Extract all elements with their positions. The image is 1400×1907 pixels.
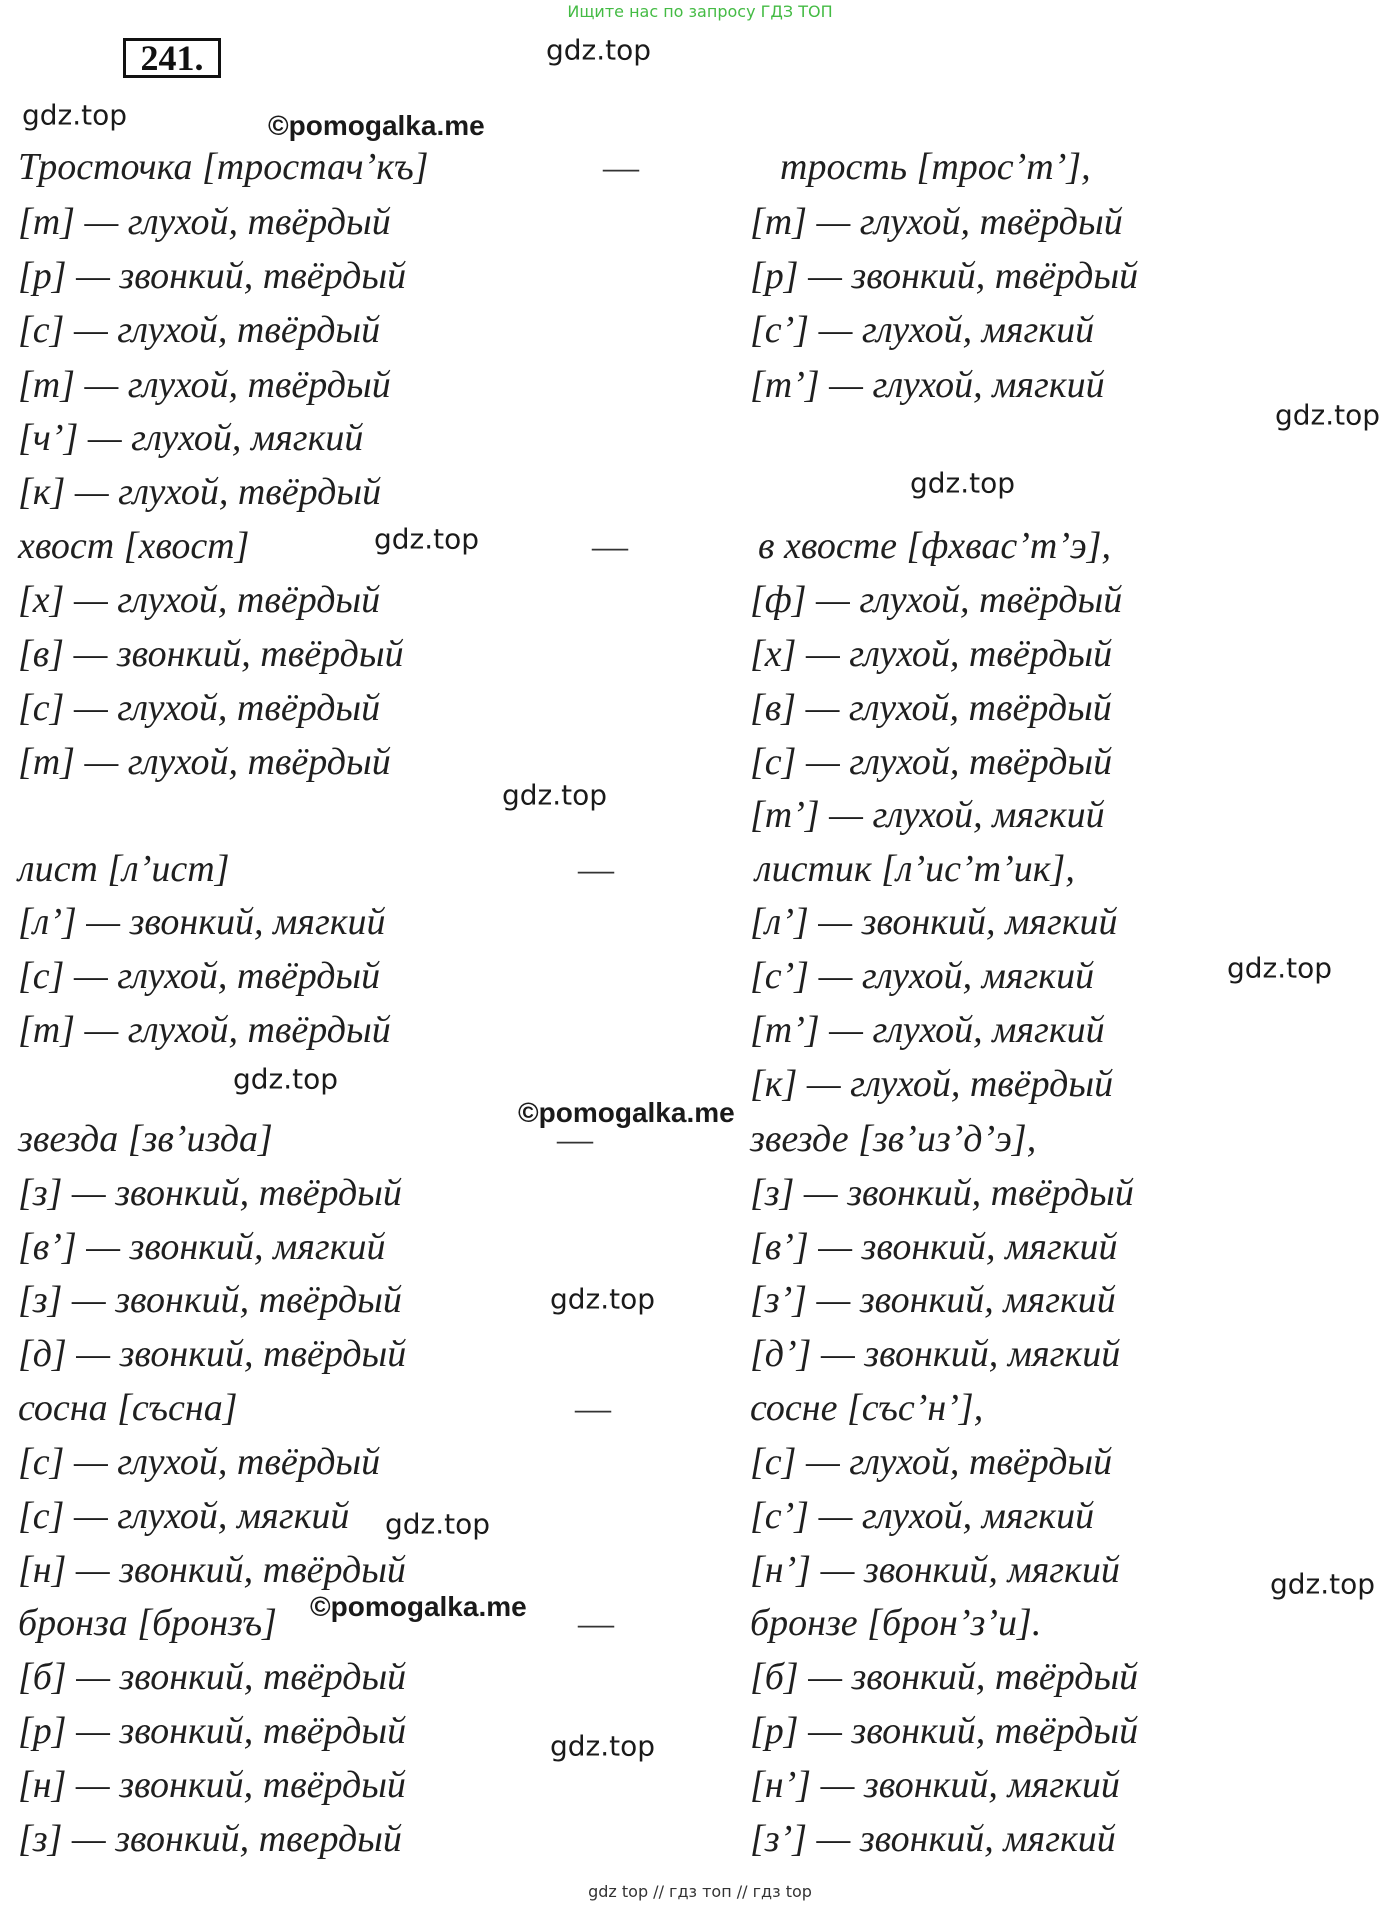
right-line: [н’] — звонкий, мягкий — [750, 1764, 1120, 1806]
right-line: [т’] — глухой, мягкий — [750, 364, 1105, 406]
left-line: [к] — глухой, твёрдый — [18, 471, 382, 513]
right-line: [т’] — глухой, мягкий — [750, 1009, 1105, 1051]
left-line: [з] — звонкий, твёрдый — [18, 1279, 402, 1321]
watermark-gdz: gdz.top — [546, 33, 652, 67]
right-line: листик [л’ис’т’ик], — [755, 848, 1075, 890]
right-line: [с] — глухой, твёрдый — [750, 1441, 1113, 1483]
dash-separator: — — [578, 849, 614, 889]
left-line: [н] — звонкий, твёрдый — [18, 1764, 406, 1806]
right-line: [л’] — звонкий, мягкий — [750, 901, 1118, 943]
watermark-gdz: gdz.top — [233, 1062, 339, 1096]
right-line: [в’] — звонкий, мягкий — [750, 1226, 1118, 1268]
left-line: [з] — звонкий, твердый — [18, 1818, 402, 1860]
right-line: [ф] — глухой, твёрдый — [750, 579, 1123, 621]
watermark-pomogalka: ©pomogalka.me — [310, 1591, 527, 1622]
dash-separator: — — [578, 1603, 614, 1643]
watermark-gdz: gdz.top — [502, 778, 608, 812]
left-line: Тросточка [тростач’къ] — [18, 146, 429, 188]
left-line: [в] — звонкий, твёрдый — [18, 633, 404, 675]
watermark-gdz: gdz.top — [910, 466, 1016, 500]
right-line: звезде [зв’из’д’э], — [750, 1118, 1037, 1160]
left-line: [в’] — звонкий, мягкий — [18, 1226, 386, 1268]
dash-separator: — — [592, 526, 628, 566]
dash-separator: — — [557, 1119, 593, 1159]
left-line: [з] — звонкий, твёрдый — [18, 1172, 402, 1214]
watermark-pomogalka: ©pomogalka.me — [518, 1097, 735, 1128]
right-line: [т] — глухой, твёрдый — [750, 201, 1123, 243]
watermark-gdz: gdz.top — [22, 98, 128, 132]
watermark-gdz: gdz.top — [1275, 398, 1381, 432]
left-line: [н] — звонкий, твёрдый — [18, 1549, 406, 1591]
right-line: [т’] — глухой, мягкий — [750, 794, 1105, 836]
watermark-gdz: gdz.top — [374, 522, 480, 556]
right-line: [з] — звонкий, твёрдый — [750, 1172, 1134, 1214]
top-banner[interactable]: Ищите нас по запросу ГДЗ ТОП — [567, 2, 833, 21]
watermark-gdz: gdz.top — [1227, 951, 1333, 985]
right-line: [с] — глухой, твёрдый — [750, 741, 1113, 783]
right-line: [з’] — звонкий, мягкий — [750, 1818, 1116, 1860]
left-line: [т] — глухой, твёрдый — [18, 364, 391, 406]
right-line: трость [трос’т’], — [780, 146, 1091, 188]
left-line: [б] — звонкий, твёрдый — [18, 1656, 407, 1698]
left-line: [р] — звонкий, твёрдый — [18, 1710, 407, 1752]
right-line: [с’] — глухой, мягкий — [750, 1495, 1095, 1537]
right-line: [х] — глухой, твёрдый — [750, 633, 1113, 675]
watermark-gdz: gdz.top — [550, 1729, 656, 1763]
left-line: [с] — глухой, твёрдый — [18, 687, 381, 729]
right-line: [з’] — звонкий, мягкий — [750, 1279, 1116, 1321]
left-line: хвост [хвост] — [18, 525, 250, 567]
dash-separator: — — [575, 1388, 611, 1428]
watermark-gdz: gdz.top — [1270, 1567, 1376, 1601]
right-line: [к] — глухой, твёрдый — [750, 1063, 1114, 1105]
right-line: [с’] — глухой, мягкий — [750, 309, 1095, 351]
left-line: [ч’] — глухой, мягкий — [18, 417, 364, 459]
watermark-gdz: gdz.top — [550, 1282, 656, 1316]
right-line: [р] — звонкий, твёрдый — [750, 1710, 1139, 1752]
right-line: [с’] — глухой, мягкий — [750, 955, 1095, 997]
left-line: [х] — глухой, твёрдый — [18, 579, 381, 621]
right-line: сосне [със’н’], — [750, 1387, 984, 1429]
right-line: [д’] — звонкий, мягкий — [750, 1333, 1121, 1375]
right-line: [р] — звонкий, твёрдый — [750, 255, 1139, 297]
exercise-number: 241. — [123, 38, 221, 78]
right-line: [б] — звонкий, твёрдый — [750, 1656, 1139, 1698]
left-line: лист [л’ист] — [18, 848, 230, 890]
left-line: [т] — глухой, твёрдый — [18, 741, 391, 783]
right-line: бронзе [брон’з’и]. — [750, 1602, 1042, 1644]
footer-links[interactable]: gdz top // гдз топ // гдз top — [588, 1882, 812, 1901]
right-line: [н’] — звонкий, мягкий — [750, 1549, 1120, 1591]
left-line: [с] — глухой, твёрдый — [18, 1441, 381, 1483]
left-line: [с] — глухой, мягкий — [18, 1495, 350, 1537]
dash-separator: — — [603, 147, 639, 187]
watermark-gdz: gdz.top — [385, 1507, 491, 1541]
left-line: [р] — звонкий, твёрдый — [18, 255, 407, 297]
left-line: звезда [зв’изда] — [18, 1118, 273, 1160]
left-line: [д] — звонкий, твёрдый — [18, 1333, 407, 1375]
left-line: сосна [съсна] — [18, 1387, 238, 1429]
left-line: [л’] — звонкий, мягкий — [18, 901, 386, 943]
left-line: [с] — глухой, твёрдый — [18, 955, 381, 997]
right-line: в хвосте [фхвас’т’э], — [758, 525, 1112, 567]
left-line: [т] — глухой, твёрдый — [18, 201, 391, 243]
left-line: [с] — глухой, твёрдый — [18, 309, 381, 351]
left-line: [т] — глухой, твёрдый — [18, 1009, 391, 1051]
right-line: [в] — глухой, твёрдый — [750, 687, 1112, 729]
watermark-pomogalka: ©pomogalka.me — [268, 110, 485, 141]
left-line: бронза [бронзъ] — [18, 1602, 277, 1644]
